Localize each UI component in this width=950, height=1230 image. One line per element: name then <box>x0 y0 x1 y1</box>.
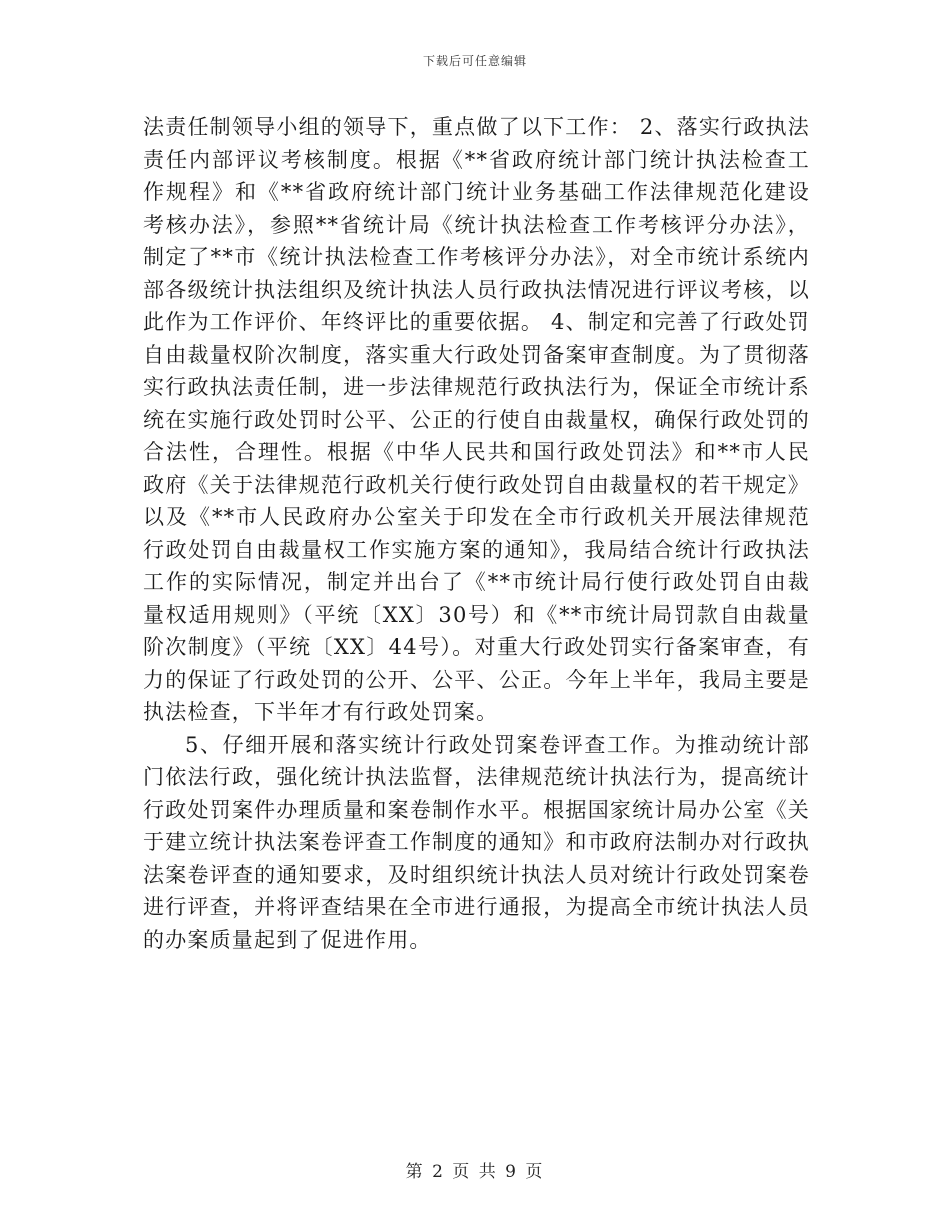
page-footer: 第 2 页 共 9 页 <box>405 1162 545 1182</box>
paragraph-2: 5、仔细开展和落实统计行政处罚案卷评查工作。为推动统计部门依法行政，强化统计执法监督，法律规范统计执法行为，提高统计行政处罚案件办理质量和案卷制作水平。根据国家统计局办公室《关于建立统计执法案卷评查工作制度的通知》和市政府法制办对行政执法案卷评查的通知要求，及时组织统计执法人员对统计行政处罚案卷进行评查，并将评查结果在全市进行通报，为提高全市统计执法人员的办案质量起到了促进作用。 <box>143 732 810 952</box>
paragraph-1: 法责任制领导小组的领导下，重点做了以下工作： 2、落实行政执法责任内部评议考核制度。根据《**省政府统计部门统计执法检查工作规程》和《**省政府统计部门统计业务基础工作法律规范化建设考核办法》，参照**省统计局《统计执法检查工作考核评分办法》，制定了**市《统计执法检查工作考核评分办法》，对全市统计系统内部各级统计执法组织及统计执法人员行政执法情况进行评议考核，以此作为工作评价、年终评比的重要依据。 4、制定和完善了行政处罚自由裁量权阶次制度，落实重大行政处罚备案审查制度。为了贯彻落实行政执法责任制，进一步法律规范行政执法行为，保证全市统计系统在实施行政处罚时公平、公正的行使自由裁量权，确保行政处罚的合法性，合理性。根据《中华人民共和国行政处罚法》和**市人民政府《关于法律规范行政机关行使行政处罚自由裁量权的若干规定》以及《**市人民政府办公室关于印发在全市行政机关开展法律规范行政处罚自由裁量权工作实施方案的通知》，我局结合统计行政执法工作的实际情况，制定并出台了《**市统计局行使行政处罚自由裁量权适用规则》（平统〔XX〕30号）和《**市统计局罚款自由裁量阶次制度》（平统〔XX〕44号）。对重大行政处罚实行备案审查，有力的保证了行政处罚的公开、公平、公正。今年上半年，我局主要是执法检查，下半年才有行政处罚案。 <box>143 115 810 724</box>
page-header: 下载后可任意编辑 <box>422 54 527 68</box>
document-body <box>143 111 810 956</box>
